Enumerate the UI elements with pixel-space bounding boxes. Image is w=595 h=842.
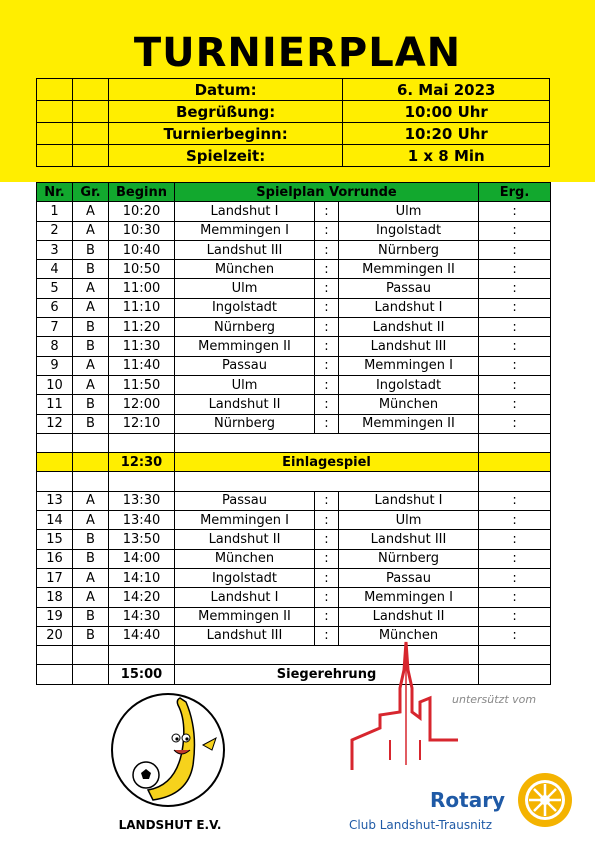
match-group: B	[73, 240, 109, 259]
match-result: :	[479, 395, 551, 414]
match-time: 13:50	[109, 530, 175, 549]
match-away-team: München	[339, 395, 479, 414]
info-row	[37, 101, 550, 123]
match-row	[37, 260, 551, 279]
match-home-team: Ulm	[175, 279, 315, 298]
info-empty	[72, 79, 108, 101]
info-empty	[37, 123, 73, 145]
ceremony-row	[37, 665, 551, 684]
match-time: 11:30	[109, 337, 175, 356]
match-separator: :	[315, 530, 339, 549]
match-row	[37, 356, 551, 375]
match-separator: :	[315, 356, 339, 375]
match-row	[37, 414, 551, 433]
match-result: :	[479, 375, 551, 394]
match-time: 11:20	[109, 318, 175, 337]
match-separator: :	[315, 279, 339, 298]
match-number: 1	[37, 202, 73, 221]
match-home-team: Memmingen II	[175, 607, 315, 626]
match-away-team: Ingolstadt	[339, 375, 479, 394]
match-result: :	[479, 221, 551, 240]
match-number: 10	[37, 375, 73, 394]
match-row	[37, 626, 551, 645]
ceremony-row-time: 15:00	[109, 665, 175, 684]
info-empty	[37, 101, 73, 123]
match-group: B	[73, 549, 109, 568]
match-result: :	[479, 607, 551, 626]
match-result: :	[479, 530, 551, 549]
match-group: A	[73, 221, 109, 240]
info-label: Begrüßung:	[108, 101, 343, 123]
match-row	[37, 279, 551, 298]
match-row	[37, 511, 551, 530]
match-home-team: Landshut III	[175, 240, 315, 259]
schedule-header-row	[37, 183, 551, 202]
match-away-team: München	[339, 626, 479, 645]
info-label: Spielzeit:	[108, 145, 343, 167]
match-away-team: Memmingen I	[339, 356, 479, 375]
match-time: 14:20	[109, 588, 175, 607]
match-group: A	[73, 568, 109, 587]
header-spielplan: Spielplan Vorrunde	[175, 183, 479, 202]
match-home-team: Memmingen II	[175, 337, 315, 356]
match-time: 10:40	[109, 240, 175, 259]
match-group: A	[73, 491, 109, 510]
match-result: :	[479, 491, 551, 510]
match-away-team: Landshut I	[339, 298, 479, 317]
match-result: :	[479, 414, 551, 433]
match-separator: :	[315, 588, 339, 607]
match-away-team: Passau	[339, 279, 479, 298]
match-away-team: Memmingen II	[339, 414, 479, 433]
match-group: A	[73, 202, 109, 221]
match-group: B	[73, 530, 109, 549]
match-group: B	[73, 318, 109, 337]
match-number: 12	[37, 414, 73, 433]
ceremony-row-label: Siegerehrung	[175, 665, 479, 684]
match-number: 4	[37, 260, 73, 279]
match-group: A	[73, 588, 109, 607]
match-away-team: Memmingen I	[339, 588, 479, 607]
rotary-wheel-icon	[515, 770, 575, 830]
info-row	[37, 79, 550, 101]
match-row	[37, 375, 551, 394]
match-away-team: Landshut III	[339, 530, 479, 549]
match-time: 14:40	[109, 626, 175, 645]
match-separator: :	[315, 395, 339, 414]
match-row	[37, 395, 551, 414]
match-time: 14:10	[109, 568, 175, 587]
rotary-title: Rotary	[430, 788, 506, 812]
match-group: B	[73, 607, 109, 626]
match-away-team: Memmingen II	[339, 260, 479, 279]
match-row	[37, 568, 551, 587]
match-away-team: Ulm	[339, 511, 479, 530]
match-row	[37, 221, 551, 240]
match-group: B	[73, 395, 109, 414]
match-number: 14	[37, 511, 73, 530]
info-value: 10:00 Uhr	[343, 101, 550, 123]
match-time: 14:00	[109, 549, 175, 568]
match-home-team: Nürnberg	[175, 414, 315, 433]
info-label: Turnierbeginn:	[108, 123, 343, 145]
match-time: 14:30	[109, 607, 175, 626]
match-row	[37, 549, 551, 568]
match-number: 17	[37, 568, 73, 587]
match-row	[37, 588, 551, 607]
match-home-team: Landshut II	[175, 395, 315, 414]
info-row	[37, 123, 550, 145]
schedule-table	[36, 182, 551, 685]
match-number: 13	[37, 491, 73, 510]
match-time: 12:00	[109, 395, 175, 414]
club-name: LANDSHUT E.V.	[118, 818, 222, 832]
match-away-team: Landshut I	[339, 491, 479, 510]
break-row	[37, 453, 551, 472]
match-number: 2	[37, 221, 73, 240]
church-icon	[350, 640, 460, 775]
match-home-team: Landshut I	[175, 202, 315, 221]
match-home-team: Landshut III	[175, 626, 315, 645]
match-result: :	[479, 337, 551, 356]
info-empty	[72, 145, 108, 167]
match-result: :	[479, 260, 551, 279]
match-separator: :	[315, 549, 339, 568]
match-number: 11	[37, 395, 73, 414]
match-number: 3	[37, 240, 73, 259]
match-away-team: Nürnberg	[339, 240, 479, 259]
match-time: 11:00	[109, 279, 175, 298]
match-result: :	[479, 588, 551, 607]
match-time: 11:10	[109, 298, 175, 317]
match-home-team: Memmingen I	[175, 511, 315, 530]
page-title: TURNIERPLAN	[133, 30, 462, 76]
match-result: :	[479, 626, 551, 645]
match-home-team: Passau	[175, 356, 315, 375]
match-away-team: Landshut II	[339, 607, 479, 626]
support-text: untersützt vom	[452, 693, 537, 706]
match-result: :	[479, 511, 551, 530]
info-empty	[72, 101, 108, 123]
match-result: :	[479, 298, 551, 317]
match-number: 9	[37, 356, 73, 375]
match-time: 12:10	[109, 414, 175, 433]
match-row	[37, 607, 551, 626]
match-result: :	[479, 279, 551, 298]
match-away-team: Nürnberg	[339, 549, 479, 568]
match-group: B	[73, 626, 109, 645]
match-separator: :	[315, 375, 339, 394]
match-separator: :	[315, 202, 339, 221]
match-separator: :	[315, 318, 339, 337]
info-table	[36, 78, 550, 167]
match-group: A	[73, 356, 109, 375]
match-separator: :	[315, 240, 339, 259]
match-time: 11:40	[109, 356, 175, 375]
header-beginn: Beginn	[109, 183, 175, 202]
info-value: 6. Mai 2023	[343, 79, 550, 101]
match-separator: :	[315, 607, 339, 626]
match-result: :	[479, 568, 551, 587]
match-row	[37, 298, 551, 317]
match-home-team: München	[175, 549, 315, 568]
match-time: 13:40	[109, 511, 175, 530]
match-row	[37, 318, 551, 337]
header-gr: Gr.	[73, 183, 109, 202]
info-row	[37, 145, 550, 167]
match-group: A	[73, 375, 109, 394]
empty-row	[37, 646, 551, 665]
match-number: 15	[37, 530, 73, 549]
match-result: :	[479, 356, 551, 375]
match-home-team: Ingolstadt	[175, 298, 315, 317]
match-time: 10:50	[109, 260, 175, 279]
match-time: 10:20	[109, 202, 175, 221]
match-away-team: Landshut II	[339, 318, 479, 337]
match-number: 18	[37, 588, 73, 607]
match-group: B	[73, 337, 109, 356]
empty-row	[37, 433, 551, 452]
match-result: :	[479, 202, 551, 221]
match-group: A	[73, 298, 109, 317]
match-row	[37, 202, 551, 221]
match-away-team: Passau	[339, 568, 479, 587]
match-separator: :	[315, 221, 339, 240]
match-row	[37, 240, 551, 259]
match-away-team: Landshut III	[339, 337, 479, 356]
match-result: :	[479, 240, 551, 259]
match-row	[37, 491, 551, 510]
match-number: 5	[37, 279, 73, 298]
match-away-team: Ulm	[339, 202, 479, 221]
match-home-team: Passau	[175, 491, 315, 510]
match-home-team: Nürnberg	[175, 318, 315, 337]
match-group: B	[73, 414, 109, 433]
rotary-club-name: Club Landshut-Trausnitz	[349, 818, 493, 832]
match-home-team: München	[175, 260, 315, 279]
match-number: 19	[37, 607, 73, 626]
info-empty	[72, 123, 108, 145]
match-time: 11:50	[109, 375, 175, 394]
match-number: 20	[37, 626, 73, 645]
match-row	[37, 530, 551, 549]
club-logo-icon	[108, 690, 228, 810]
match-separator: :	[315, 626, 339, 645]
match-separator: :	[315, 568, 339, 587]
match-separator: :	[315, 414, 339, 433]
match-time: 13:30	[109, 491, 175, 510]
break-row-label: Einlagespiel	[175, 453, 479, 472]
info-empty	[37, 145, 73, 167]
match-group: A	[73, 279, 109, 298]
info-value: 1 x 8 Min	[343, 145, 550, 167]
match-group: A	[73, 511, 109, 530]
match-number: 8	[37, 337, 73, 356]
match-row	[37, 337, 551, 356]
match-separator: :	[315, 260, 339, 279]
header-erg: Erg.	[479, 183, 551, 202]
info-value: 10:20 Uhr	[343, 123, 550, 145]
match-home-team: Ingolstadt	[175, 568, 315, 587]
info-empty	[37, 79, 73, 101]
match-number: 16	[37, 549, 73, 568]
match-home-team: Landshut II	[175, 530, 315, 549]
match-result: :	[479, 318, 551, 337]
match-separator: :	[315, 511, 339, 530]
header-nr: Nr.	[37, 183, 73, 202]
match-home-team: Ulm	[175, 375, 315, 394]
empty-row	[37, 472, 551, 491]
match-number: 7	[37, 318, 73, 337]
match-group: B	[73, 260, 109, 279]
match-time: 10:30	[109, 221, 175, 240]
match-separator: :	[315, 298, 339, 317]
match-number: 6	[37, 298, 73, 317]
match-separator: :	[315, 337, 339, 356]
match-separator: :	[315, 491, 339, 510]
break-row-time: 12:30	[109, 453, 175, 472]
info-label: Datum:	[108, 79, 343, 101]
match-away-team: Ingolstadt	[339, 221, 479, 240]
match-result: :	[479, 549, 551, 568]
match-home-team: Landshut I	[175, 588, 315, 607]
match-home-team: Memmingen I	[175, 221, 315, 240]
